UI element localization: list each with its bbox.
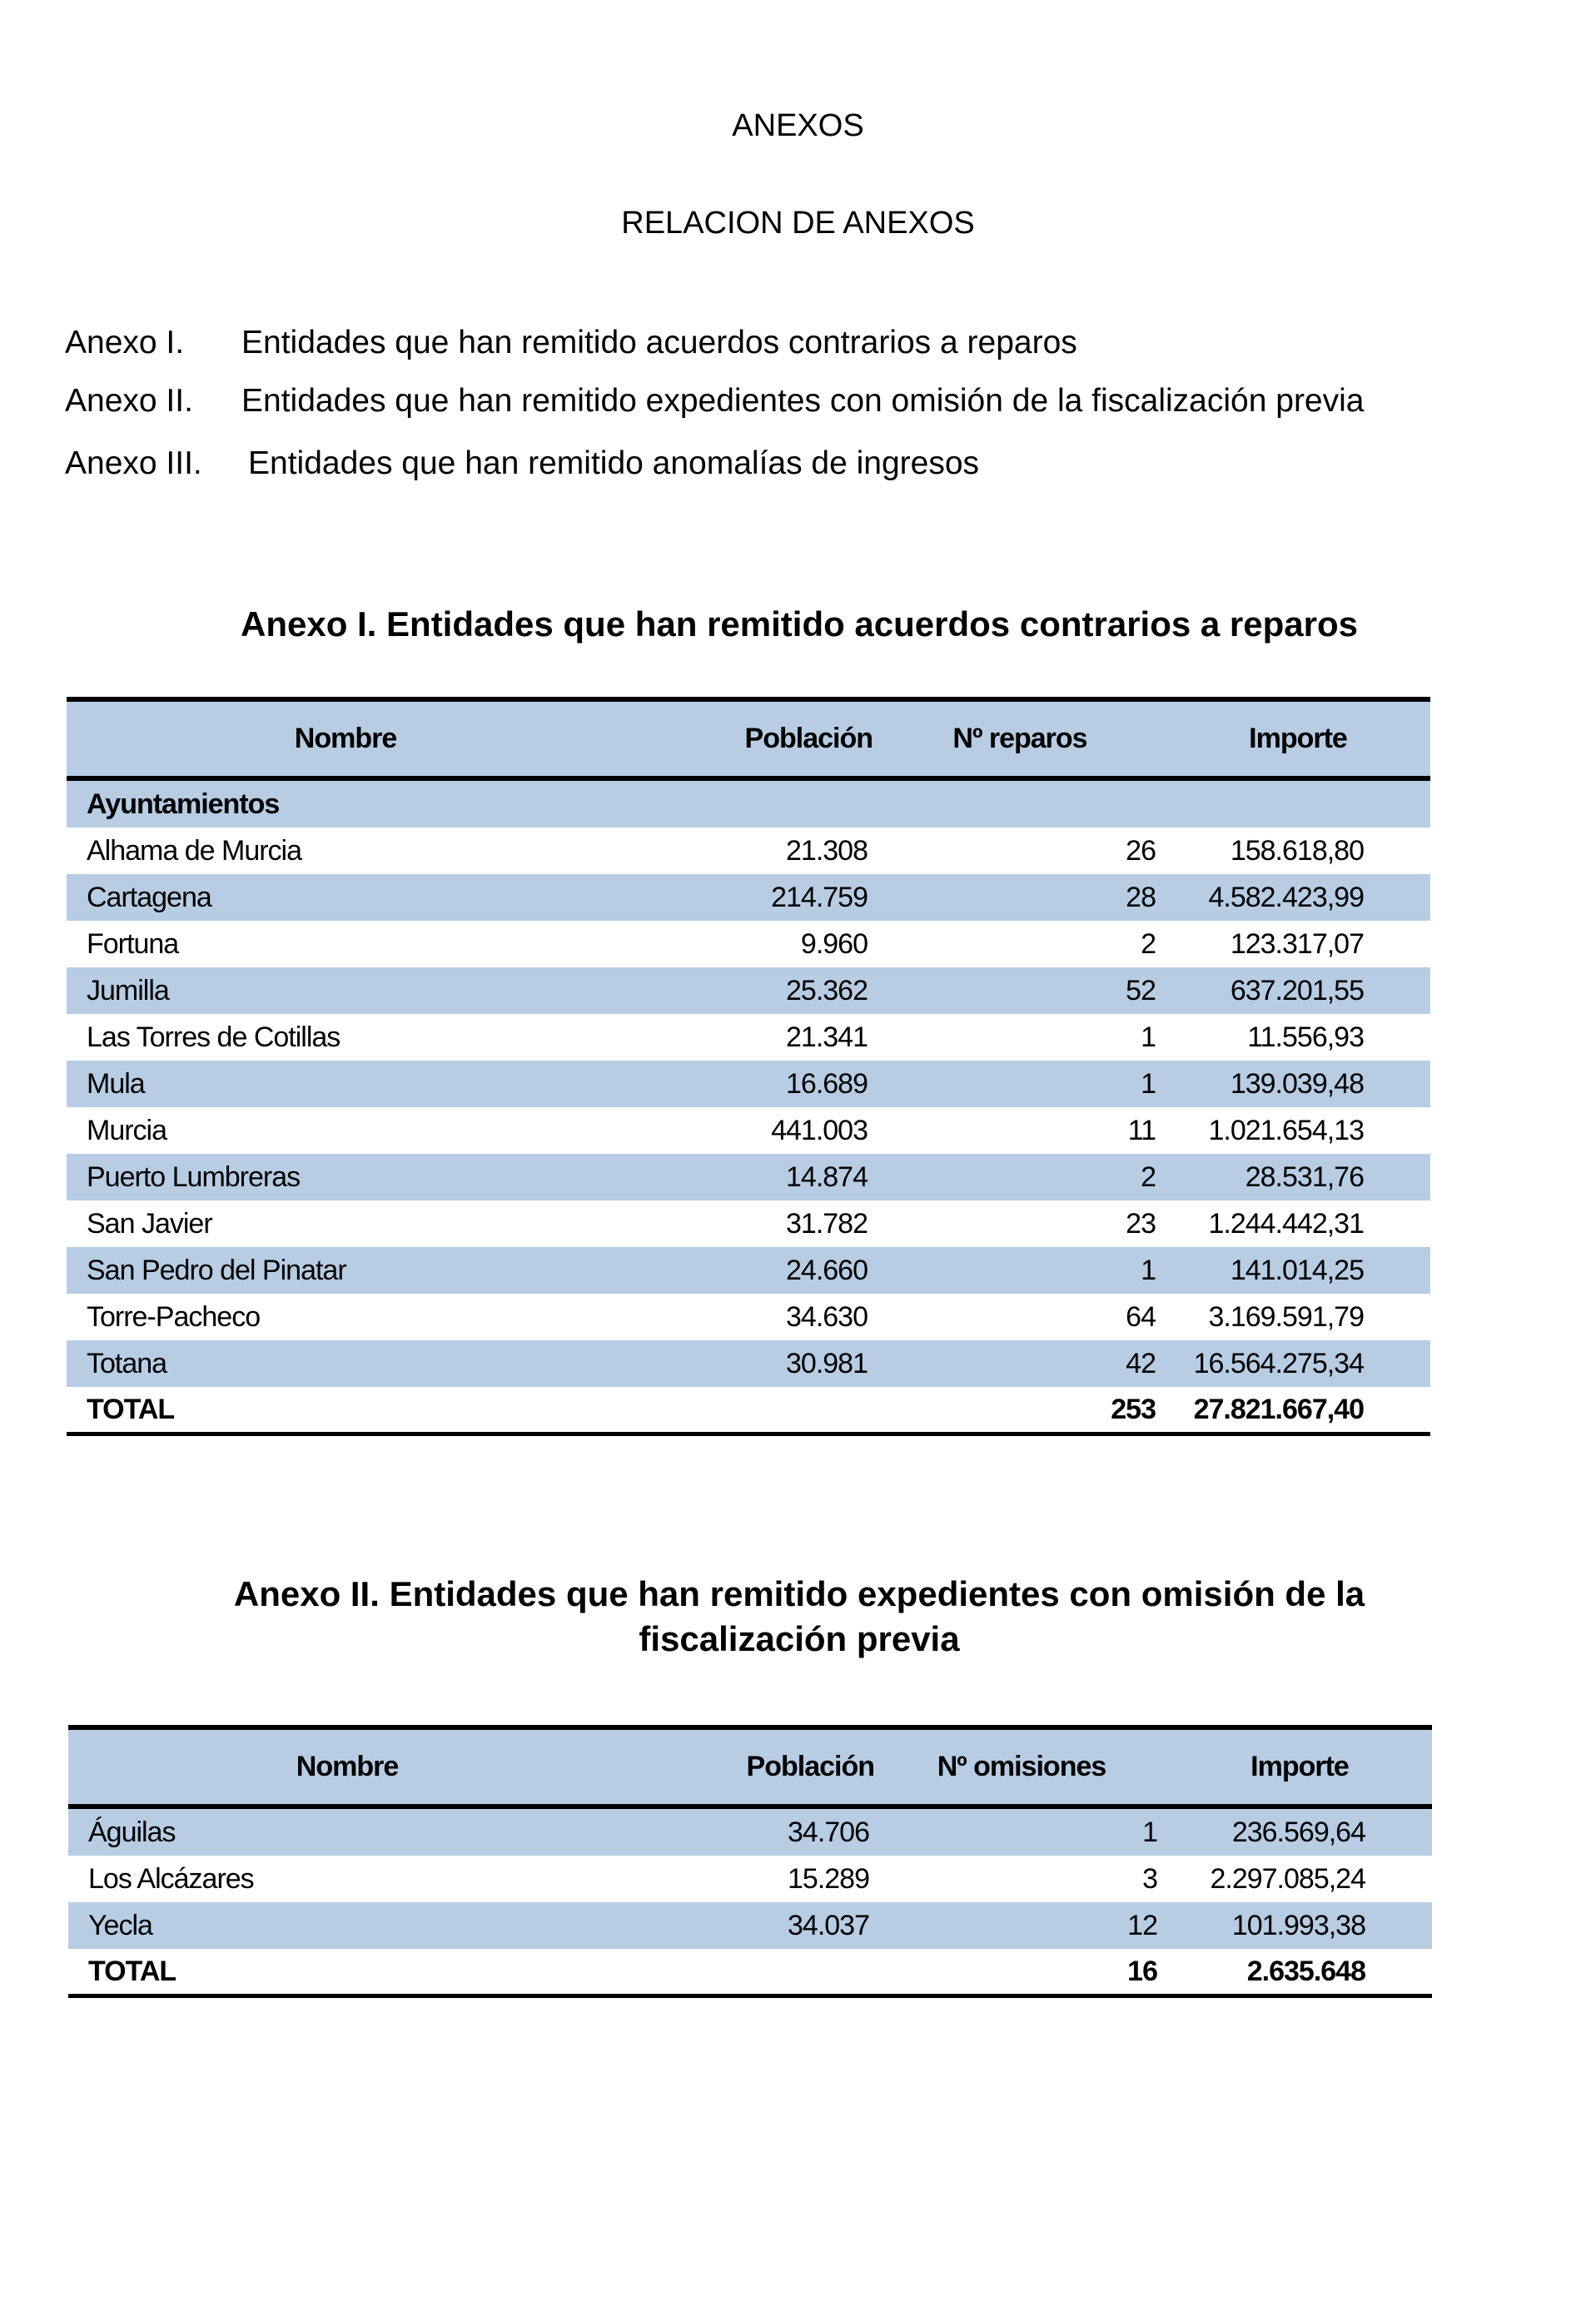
total-count: 253 — [874, 1387, 1166, 1434]
cell-count: 2 — [874, 1154, 1166, 1200]
cell-count: 11 — [1127, 1114, 1156, 1146]
cell-name: Mula — [67, 1061, 624, 1107]
annex-list-description: Entidades que han remitido anomalías de ingresos — [248, 445, 980, 481]
table-row — [67, 827, 1430, 874]
annex1-table — [67, 697, 1430, 1436]
annex-list-item — [65, 325, 1077, 361]
cell-amount: 1.244.442,31 — [1208, 1207, 1364, 1240]
annex2-title-line2: fiscalización previa — [639, 1619, 960, 1658]
cell-count: 3 — [1142, 1862, 1157, 1895]
cell-population: 25.362 — [624, 967, 874, 1014]
cell-name: Murcia — [87, 1114, 167, 1146]
column-header-count: Nº omisiones — [876, 1727, 1167, 1807]
cell-amount: 101.993,38 — [1167, 1902, 1432, 1949]
cell-count: 23 — [1126, 1207, 1156, 1240]
cell-amount: 16.564.275,34 — [1166, 1340, 1430, 1387]
cell-name: San Pedro del Pinatar — [67, 1247, 624, 1294]
annex-list-item — [65, 445, 980, 482]
cell-amount: 28.531,76 — [1166, 1154, 1430, 1200]
total-amount: 2.635.648 — [1167, 1949, 1432, 1996]
annex2-title-line1: Anexo II. Entidades que han remitido expedientes con omisión de la — [233, 1574, 1365, 1613]
table-row — [67, 874, 1430, 921]
cell-name: Yecla — [68, 1902, 626, 1949]
total-population — [626, 1949, 876, 1996]
cell-population: 441.003 — [771, 1114, 868, 1146]
table-row — [67, 967, 1430, 1014]
cell-name: Alhama de Murcia — [87, 834, 302, 867]
cell-population: 16.689 — [624, 1061, 874, 1107]
cell-count: 1 — [874, 1247, 1166, 1294]
column-header-amount: Importe — [1166, 699, 1430, 778]
table-row — [68, 1807, 1432, 1856]
cell-name: Águilas — [68, 1807, 626, 1856]
column-header-amount: Importe — [1167, 1727, 1432, 1807]
cell-name: San Javier — [87, 1207, 212, 1240]
cell-count: 1 — [876, 1807, 1167, 1856]
group-label: Ayuntamientos — [67, 778, 624, 827]
cell-amount: 11.556,93 — [1247, 1021, 1364, 1053]
total-row — [68, 1949, 1432, 1996]
cell-name: Jumilla — [67, 967, 624, 1014]
total-row — [67, 1387, 1430, 1434]
group-row — [67, 778, 1430, 827]
annex-list-description: Entidades que han remitido acuerdos contrarios a reparos — [241, 325, 1077, 360]
cell-name: Torre-Pacheco — [87, 1300, 261, 1333]
cell-population: 34.037 — [626, 1902, 876, 1949]
table-row — [67, 1154, 1430, 1200]
cell-population: 21.308 — [786, 834, 868, 867]
column-header-count: Nº reparos — [874, 699, 1166, 778]
column-header-name: Nombre — [68, 1727, 626, 1807]
annex-list-number: Anexo II. — [65, 383, 193, 419]
cell-count: 1 — [874, 1061, 1166, 1107]
cell-count: 26 — [1126, 834, 1156, 867]
cell-amount: 1.021.654,13 — [1208, 1114, 1364, 1146]
cell-population: 15.289 — [788, 1862, 869, 1895]
cell-population: 14.874 — [624, 1154, 874, 1200]
column-header-population: Población — [624, 699, 874, 778]
cell-population: 31.782 — [786, 1207, 868, 1240]
annex1-title: Anexo I. Entidades que han remitido acuerdos contrarios a reparos — [240, 604, 1358, 644]
annex-list-item — [65, 383, 1365, 420]
cell-amount: 141.014,25 — [1166, 1247, 1430, 1294]
document-title: ANEXOS — [732, 108, 864, 143]
total-population — [624, 1387, 874, 1434]
table-row — [67, 1340, 1430, 1387]
cell-count: 12 — [876, 1902, 1167, 1949]
table-row — [67, 1107, 1430, 1154]
cell-count: 42 — [874, 1340, 1166, 1387]
column-header-name: Nombre — [67, 699, 624, 778]
table-row — [68, 1856, 1432, 1902]
table-row — [68, 1902, 1432, 1949]
cell-amount: 236.569,64 — [1167, 1807, 1432, 1856]
document-subtitle: RELACION DE ANEXOS — [621, 206, 975, 241]
cell-name: Puerto Lumbreras — [67, 1154, 624, 1200]
table-row — [67, 1200, 1430, 1247]
cell-population: 34.706 — [626, 1807, 876, 1856]
column-header-population: Población — [626, 1727, 876, 1807]
annex-list-number: Anexo III. — [65, 445, 202, 481]
cell-amount: 2.297.085,24 — [1210, 1862, 1365, 1895]
cell-amount: 4.582.423,99 — [1166, 874, 1430, 921]
cell-count: 1 — [1141, 1021, 1156, 1053]
table-row — [67, 1294, 1430, 1340]
table-header-row — [67, 699, 1430, 778]
cell-amount: 158.618,80 — [1230, 834, 1364, 867]
cell-name: Totana — [67, 1340, 624, 1387]
cell-amount: 637.201,55 — [1166, 967, 1430, 1014]
cell-name: Los Alcázares — [88, 1862, 254, 1895]
cell-name: Cartagena — [67, 874, 624, 921]
cell-count: 64 — [1126, 1300, 1156, 1333]
cell-name: Las Torres de Cotillas — [87, 1021, 341, 1053]
cell-count: 28 — [874, 874, 1166, 921]
cell-amount: 3.169.591,79 — [1208, 1300, 1364, 1333]
total-count: 16 — [876, 1949, 1167, 1996]
cell-population: 30.981 — [624, 1340, 874, 1387]
total-amount: 27.821.667,40 — [1166, 1387, 1430, 1434]
cell-population: 34.630 — [786, 1300, 868, 1333]
table-row — [67, 1061, 1430, 1107]
cell-population: 214.759 — [624, 874, 874, 921]
cell-population: 9.960 — [800, 927, 868, 960]
cell-count: 52 — [874, 967, 1166, 1014]
total-label: TOTAL — [67, 1387, 624, 1434]
annex-list-description: Entidades que han remitido expedientes con omisión de la fiscalización previa — [241, 383, 1365, 419]
cell-amount: 123.317,07 — [1230, 927, 1364, 960]
annex2-table — [68, 1725, 1432, 1998]
cell-population: 21.341 — [786, 1021, 868, 1053]
cell-amount: 139.039,48 — [1166, 1061, 1430, 1107]
total-label: TOTAL — [68, 1949, 626, 1996]
table-row — [67, 1247, 1430, 1294]
table-row — [67, 921, 1430, 967]
annex-list-number: Anexo I. — [65, 325, 185, 360]
annex2-title — [50, 1572, 1549, 1662]
cell-population: 24.660 — [624, 1247, 874, 1294]
cell-count: 2 — [1141, 927, 1156, 960]
table-header-row — [68, 1727, 1432, 1807]
table-row — [67, 1014, 1430, 1061]
cell-name: Fortuna — [87, 927, 179, 960]
